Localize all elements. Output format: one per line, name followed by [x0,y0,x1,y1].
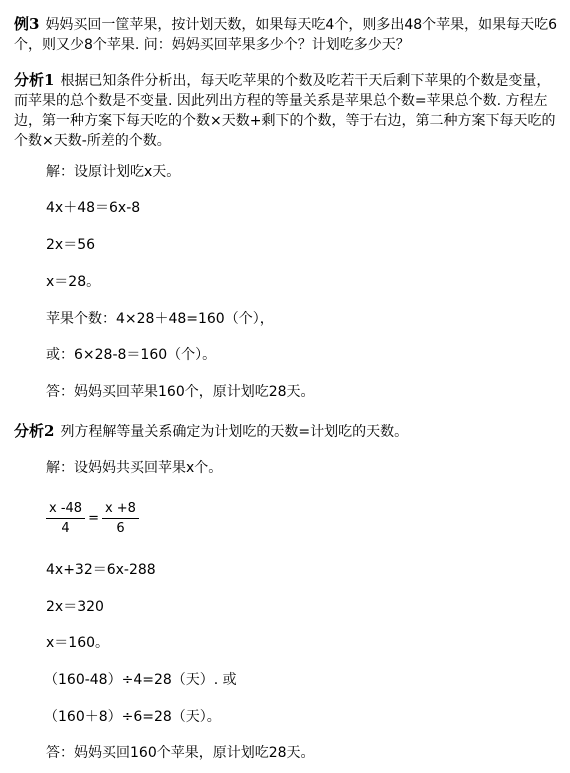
example-paragraph [14,14,562,55]
left-numerator: x -48 [46,501,85,519]
analysis2-paragraph [14,421,562,442]
solution2-answer: 答：妈妈买回160个苹果，原计划吃28天。 [46,745,315,761]
solution2-setup: 解：设妈妈共买回苹果x个。 [46,460,223,476]
right-fraction [102,501,139,536]
right-numerator: x +8 [102,501,139,519]
left-fraction [46,501,85,536]
solution2-days-b: （160＋8）÷6=28（天）。 [44,709,221,725]
solution2-equation: 4x+32＝6x-288 [46,562,156,578]
solution1-alternative: 或：6×28-8＝160（个）。 [46,347,217,363]
solution2-step: 2x＝320 [46,599,104,615]
solution1-apple-count: 苹果个数：4×28＋48=160（个）， [46,311,274,327]
left-denominator: 4 [61,520,70,536]
analysis1-paragraph [14,70,562,151]
fraction-equation [46,495,139,541]
solution2-result: x＝160。 [46,635,110,651]
solution1-setup: 解：设原计划吃x天。 [46,164,181,180]
analysis2-text: 列方程解等量关系确定为计划吃的天数=计划吃的天数。 [60,424,409,440]
analysis2-label: 分析2 [14,422,55,440]
equals-sign: = [88,510,99,526]
analysis1-label: 分析1 [14,71,55,89]
example-text: 妈妈买回一筐苹果，按计划天数，如果每天吃4个，则多出48个苹果，如果每天吃6个，则又少8个苹果. 问：妈妈买回苹果多少个？计划吃多少天？ [14,17,558,53]
solution1-equation: 4x＋48＝6x-8 [46,200,141,216]
solution1-result: x＝28。 [46,274,101,290]
analysis1-text: 根据已知条件分析出，每天吃苹果的个数及吃若干天后剩下苹果的个数是变量，而苹果的总个数是不变量. 因此列出方程的等量关系是苹果总个数=苹果总个数. 方程左边，第一种方案下每天吃的个数×天数+剩下的个数，等于右边，第二种方案下每天吃的个数×天数-所差的个数。 [14,73,556,149]
right-denominator: 6 [116,520,125,536]
solution1-step: 2x＝56 [46,237,96,253]
solution2-days-a: （160-48）÷4=28（天）. 或 [44,672,237,688]
example-label: 例3 [14,15,40,33]
solution1-answer: 答：妈妈买回苹果160个，原计划吃28天。 [46,384,315,400]
